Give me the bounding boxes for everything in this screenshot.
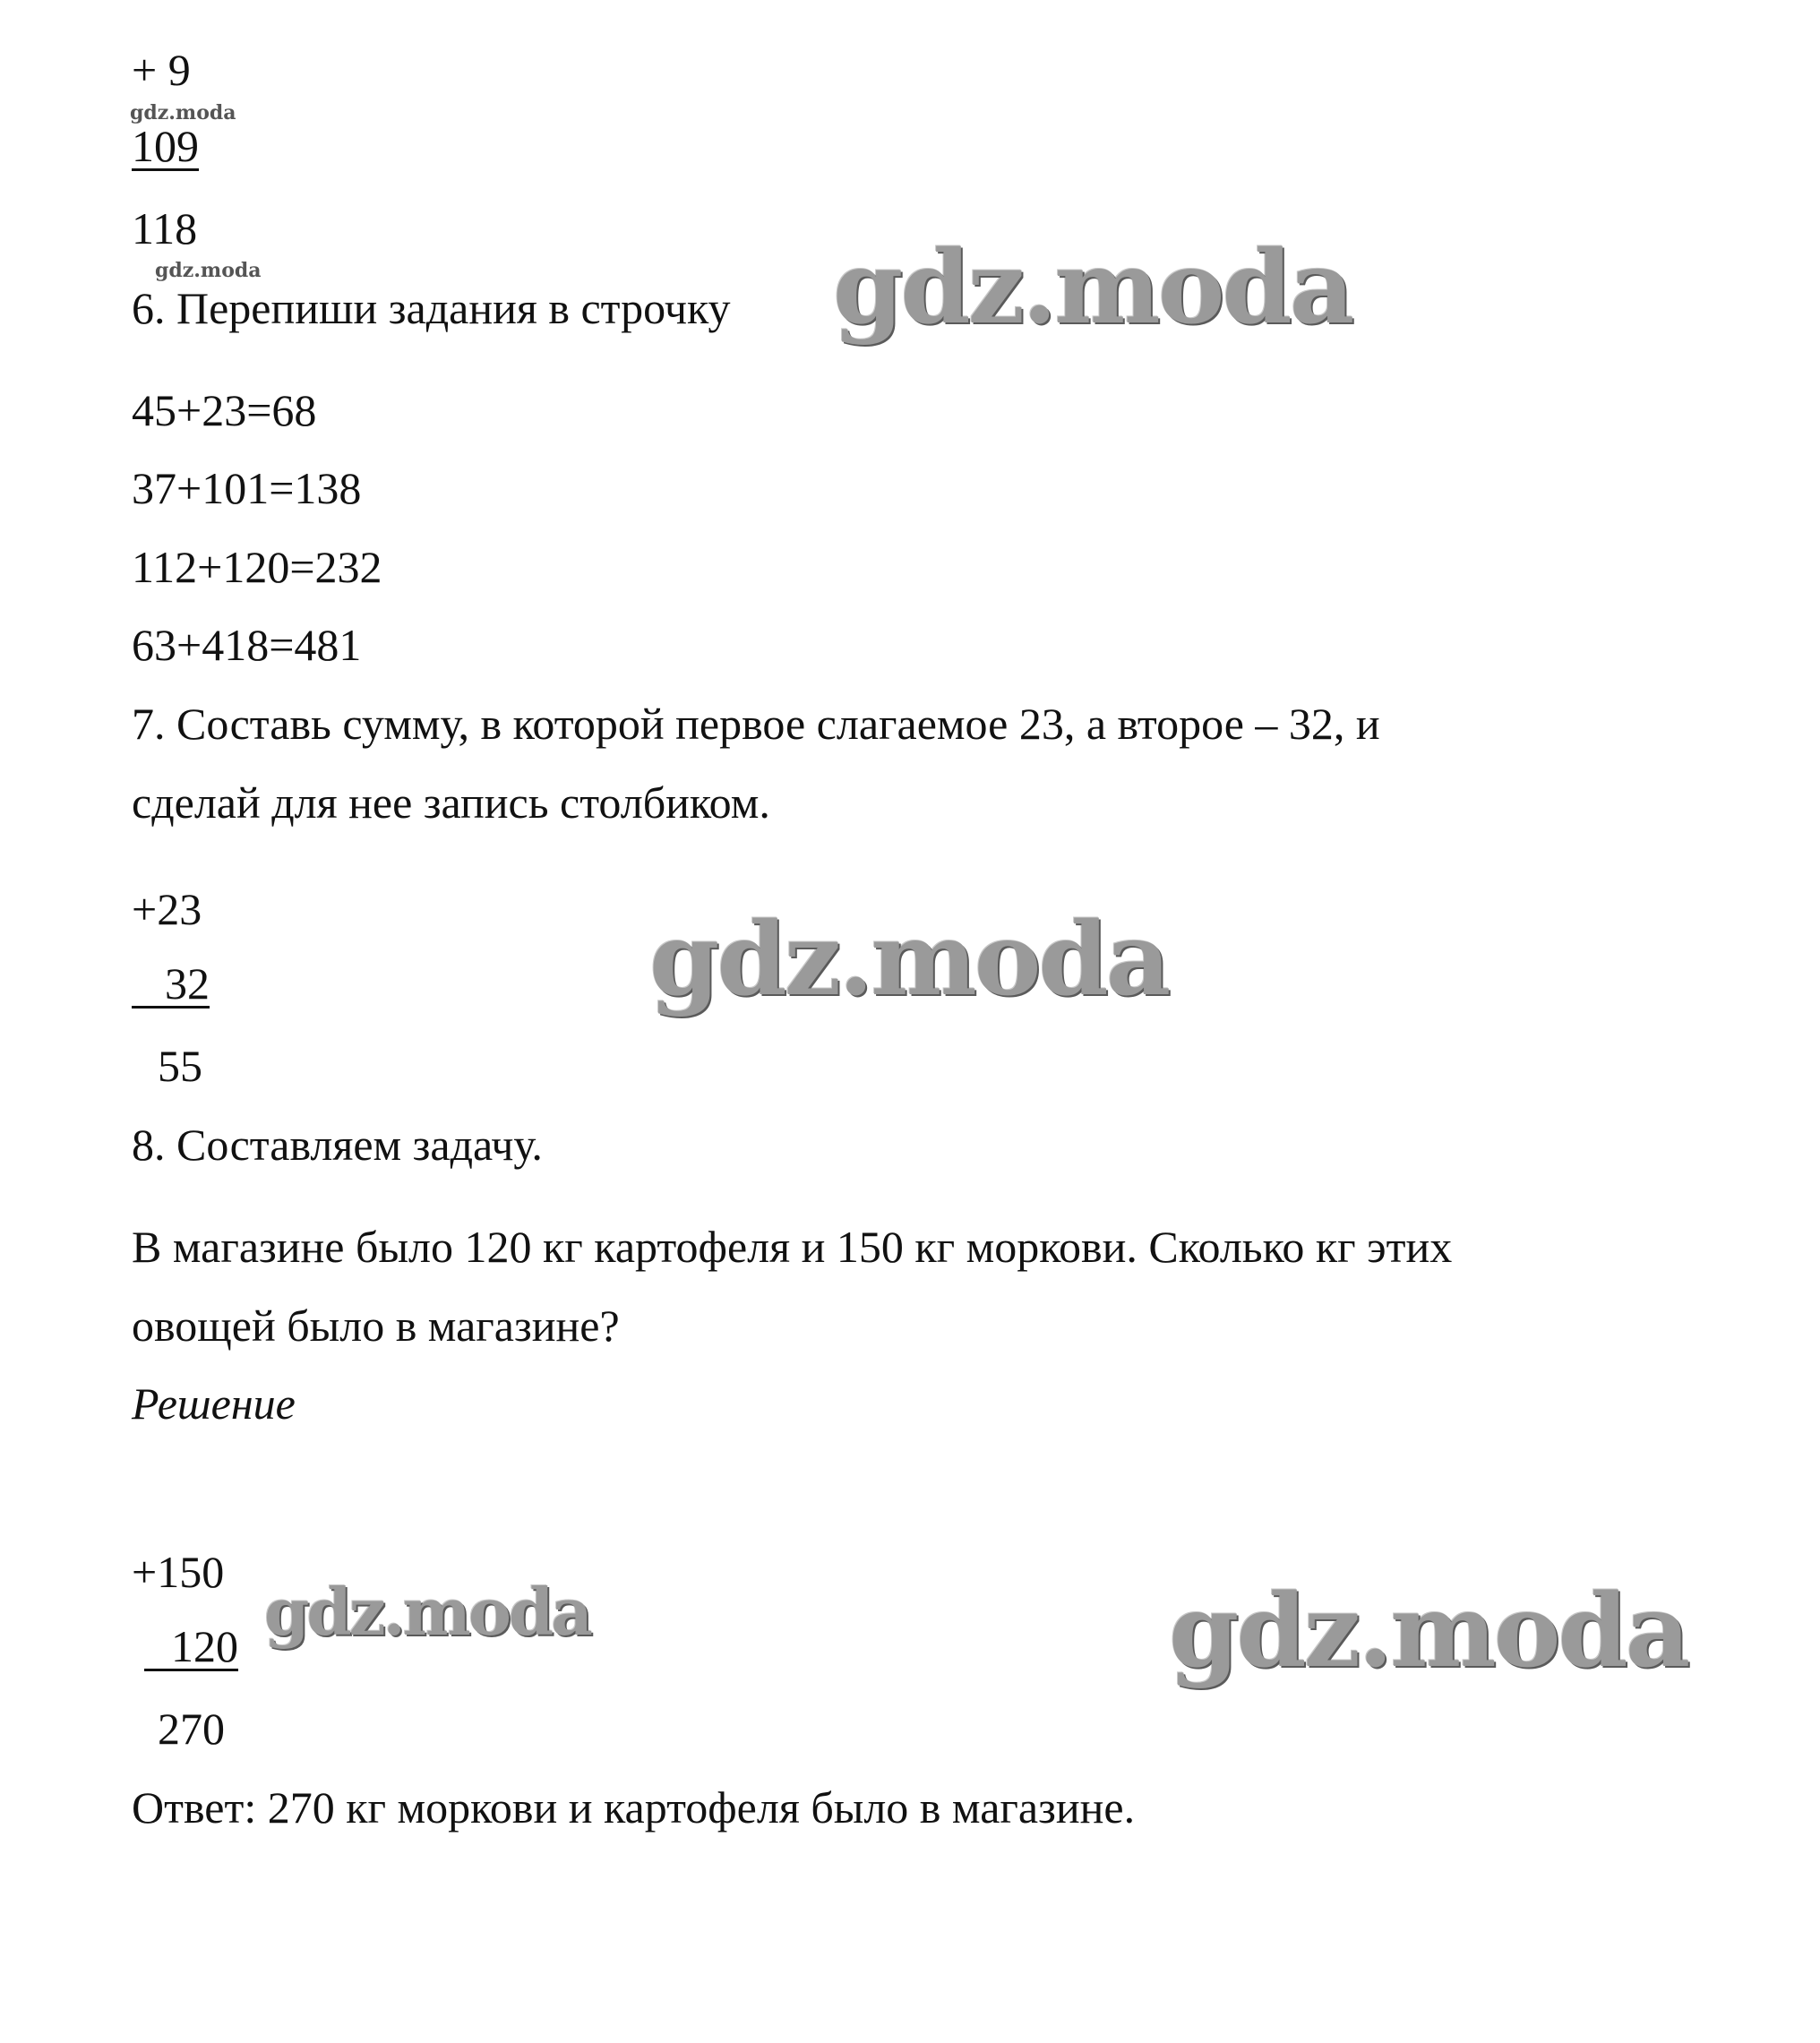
task8-problem-line-1: В магазине было 120 кг картофеля и 150 кг моркови. Сколько кг этих	[132, 1222, 1453, 1272]
task7-title-line-1: 7. Составь сумму, в которой первое слагаемое 23, а второе – 32, и	[132, 699, 1380, 749]
task8-column-addend-2: 120	[144, 1624, 238, 1671]
task6-line-1: 45+23=68	[132, 385, 317, 435]
task6-line-3: 112+120=232	[132, 542, 382, 592]
task7-column-addend-1: +23	[132, 884, 202, 934]
task8-solution-label: Решение	[132, 1378, 296, 1429]
task7-column-addend-2: 32	[132, 961, 210, 1009]
top-plus-9: + 9	[132, 45, 191, 95]
task8-column-sum: 270	[158, 1704, 225, 1754]
watermark-small-2: gdz.moda	[155, 259, 262, 282]
task7-title-line-2: сделай для нее запись столбиком.	[132, 777, 770, 828]
task6-title: 6. Перепиши задания в строчку	[132, 283, 731, 333]
watermark-mid-1: gdz.moda	[264, 1574, 590, 1650]
task7-column-sum: 55	[158, 1041, 202, 1091]
watermark-small-1: gdz.moda	[130, 101, 236, 124]
watermark-big-1: gdz.moda	[833, 229, 1352, 347]
watermark-big-2: gdz.moda	[649, 901, 1169, 1018]
task6-line-2: 37+101=138	[132, 463, 362, 513]
task8-answer: Ответ: 270 кг моркови и картофеля было в магазине.	[132, 1782, 1136, 1833]
watermark-big-3: gdz.moda	[1169, 1573, 1688, 1690]
top-number-118: 118	[132, 203, 198, 253]
task8-problem-line-2: овощей было в магазине?	[132, 1300, 620, 1351]
task8-title: 8. Составляем задачу.	[132, 1120, 543, 1170]
top-number-109: 109	[132, 121, 199, 171]
task6-line-4: 63+418=481	[132, 620, 362, 670]
task8-column-addend-1: +150	[132, 1547, 225, 1597]
